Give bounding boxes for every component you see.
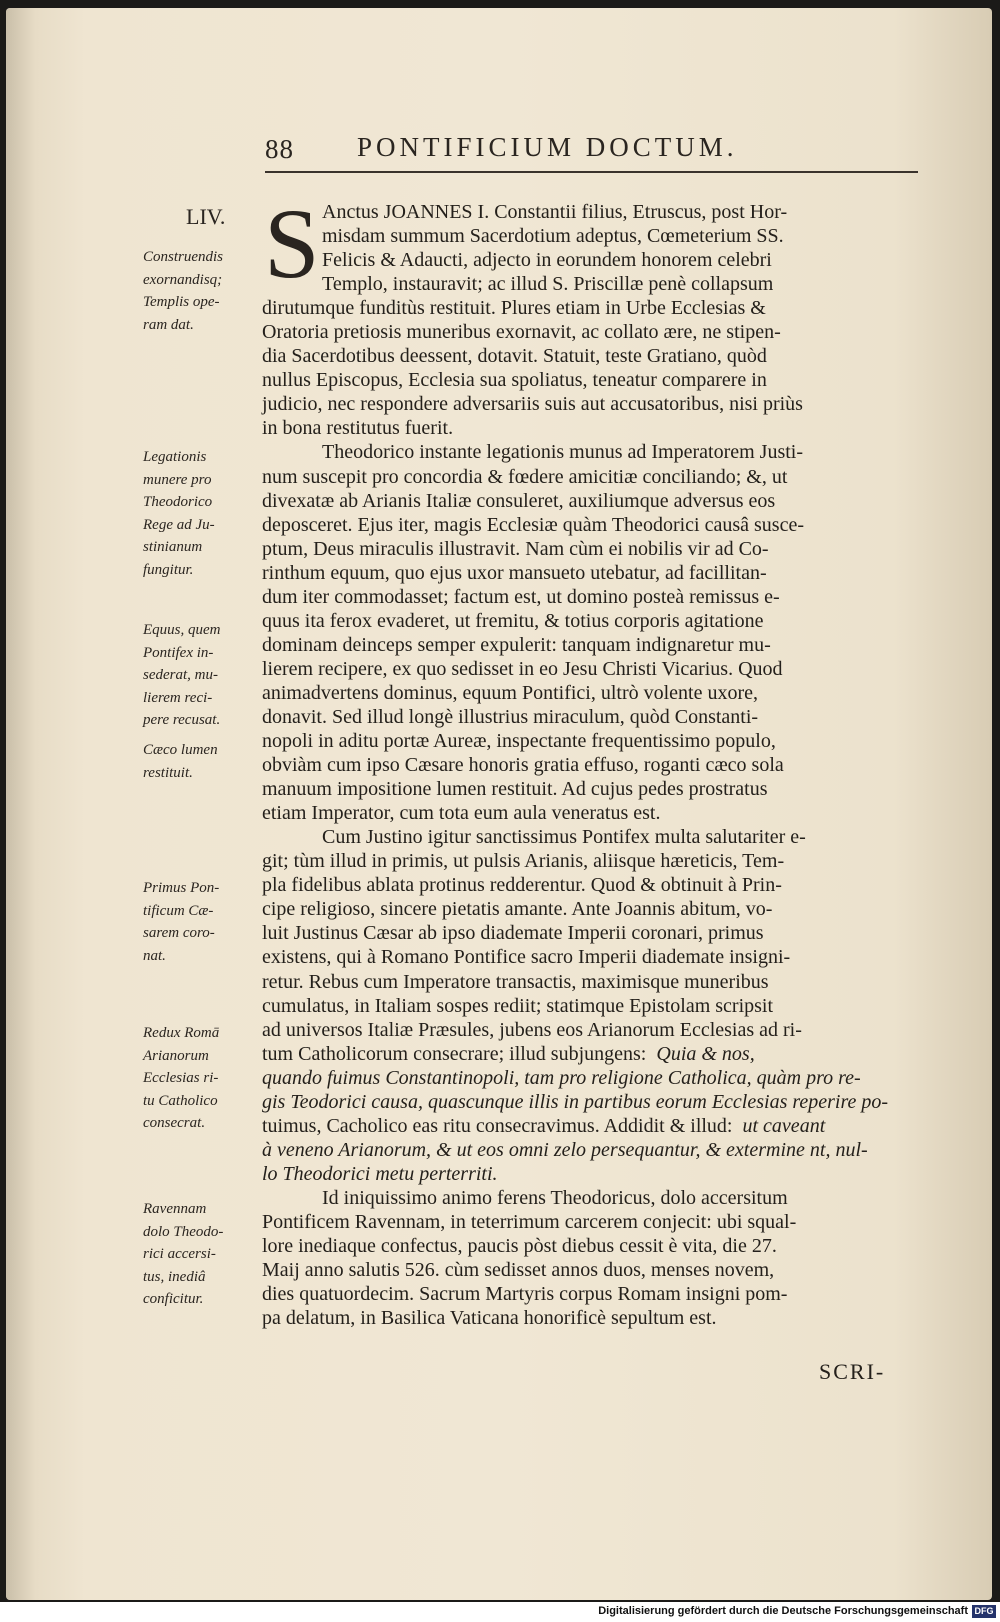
text-line-content: quando fuimus Constantinopoli, tam pro religione Catholica, quàm pro re- [262, 1066, 861, 1089]
margin-note-line: Rege ad Ju- [143, 516, 215, 533]
text-line-content: luit Justinus Cæsar ab ipso diademate Imperii coronari, primus [262, 922, 764, 945]
margin-note-line: sederat, mu- [143, 667, 218, 683]
text-line [262, 1066, 918, 1090]
margin-note-line: Arianorum [143, 1047, 209, 1064]
text-line [262, 224, 918, 248]
text-line-content: Templo, instauravit; ac illud S. Priscillæ penè collapsum [322, 273, 774, 296]
text-line-content: dirutumque funditùs restituit. Plures etiam in Urbe Ecclesias & [262, 297, 766, 320]
text-line [262, 1186, 918, 1210]
text-line-content: donavit. Sed illud longè illustrius miraculum, quòd Constanti- [262, 705, 759, 728]
text-line [262, 513, 918, 537]
margin-note-line: restituit. [143, 764, 193, 781]
text-line-content: Cum Justino igitur sanctissimus Pontifex multa salutariter e- [322, 826, 806, 849]
margin-note-line: nat. [143, 947, 166, 964]
text-line [262, 657, 918, 681]
margin-note [143, 246, 255, 336]
text-line [262, 440, 918, 464]
text-line-content: tuimus, Cacholico eas ritu consecravimus. Addidit & illud: [262, 1114, 733, 1137]
text-line-content: dies quatuordecim. Sacrum Martyris corpus Romam insigni pom- [262, 1283, 788, 1306]
margin-note-line: Legationis [143, 449, 207, 465]
text-line-content: existens, qui à Romano Pontifice sacro Imperii diademate insigni- [262, 946, 791, 969]
footer-credit: Digitalisierung gefördert durch die Deutsche Forschungsgemeinschaft [598, 1605, 968, 1617]
text-line-content: git; tùm illud in primis, ut pulsis Arianis, aliisque hæreticis, Tem- [262, 850, 785, 873]
text-line [262, 1258, 918, 1282]
margin-note-line: tu Catholico [143, 1092, 218, 1109]
text-line [262, 585, 918, 609]
text-line-content: Theodorico instante legationis munus ad Imperatorem Justi- [322, 441, 803, 464]
text-line-content: deposceret. Ejus iter, magis Ecclesiæ quàm Theodorici causâ susce- [262, 513, 804, 536]
margin-note-line: tus, inediâ [143, 1268, 206, 1285]
text-line-content: ptum, Deus miraculis illustravit. Nam cùm ei nobilis vir ad Co- [262, 537, 769, 560]
text-line-content: divexatæ ab Arianis Italiæ consuleret, auxiliumque adversus eos [262, 489, 776, 512]
text-line-content: pla fidelibus ablata protinus redderentur. Quod & obtinuit à Prin- [262, 874, 782, 897]
text-line-content: Pontificem Ravennam, in teterrimum carcerem conjecit: ubi squal- [262, 1210, 797, 1233]
text-line-content: rinthum equum, quo ejus uxor mansueto utebatur, ad facillitan- [262, 561, 767, 584]
text-line-content: pa delatum, in Basilica Vaticana honorificè sepultum est. [262, 1307, 717, 1330]
running-head: PONTIFICIUM DOCTUM. [357, 132, 738, 162]
text-line-content: etiam Imperator, cum tota eum aula veneratus est. [262, 802, 661, 825]
text-line-content: animadvertens dominus, equum Pontifici, ultrò volente uxore, [262, 681, 759, 704]
text-line-content: Felicis & Adaucti, adjecto in eorundem honorem celebri [322, 249, 772, 272]
text-line [262, 561, 918, 585]
drop-cap: S [264, 188, 320, 299]
text-line-content: nopoli in aditu portæ Aureæ, inspectante frequentissimo populo, [262, 730, 776, 753]
text-line [262, 609, 918, 633]
margin-note-line: sarem coro- [143, 925, 215, 941]
text-line-content: nullus Episcopus, Ecclesia sua spoliatus, teneatur comparere in [262, 369, 767, 392]
text-line [262, 1282, 918, 1306]
text-line-content: num suscepit pro concordia & fœdere amicitiæ conciliando; &, ut [262, 465, 788, 488]
text-line-content: Id iniquissimo animo ferens Theodoricus, dolo accersitum [322, 1186, 788, 1209]
margin-note-line: stinianum [143, 539, 203, 555]
text-line [262, 681, 918, 705]
text-line-content: gis Teodorici causa, quascunque illis in partibus eorum Ecclesias reperire po- [262, 1090, 889, 1113]
text-line-content: ad universos Italiæ Præsules, jubens eos Arianorum Ecclesias ad ri- [262, 1018, 802, 1041]
text-line [262, 801, 918, 825]
dfg-logo: DFG [972, 1605, 996, 1618]
margin-note-line: Redux Romā [143, 1025, 220, 1041]
text-line [262, 1234, 918, 1258]
text-line [262, 897, 918, 921]
text-line [262, 344, 918, 368]
text-line [262, 777, 918, 801]
text-line [262, 1138, 918, 1162]
margin-note [143, 1198, 255, 1311]
text-line [262, 392, 918, 416]
margin-note [143, 619, 255, 732]
text-line [262, 1018, 918, 1042]
margin-note-line: Equus, quem [143, 622, 221, 638]
text-line [262, 1306, 918, 1330]
text-line [262, 465, 918, 489]
page-header [265, 128, 918, 172]
text-line [262, 1162, 918, 1186]
text-line-content: quus ita ferox evaderet, ut fremitu, & totius corporis agitatione [262, 609, 764, 632]
margin-note-line: lierem reci- [143, 689, 213, 706]
margin-note [143, 877, 255, 967]
catchword: SCRI- [819, 1359, 886, 1384]
margin-note-line: Templis ope- [143, 294, 220, 310]
text-line [262, 537, 918, 561]
page-number: 88 [265, 134, 294, 164]
text-line [262, 1114, 918, 1138]
text-line-content: judicio, nec respondere adversariis suis aut accusatoribus, nisi priùs [262, 393, 803, 416]
margin-note [143, 1022, 255, 1135]
text-line [262, 1042, 918, 1066]
margin-note-line: Theodorico [143, 494, 213, 510]
text-line [262, 825, 918, 849]
margin-note-line: Cæco lumen [143, 742, 218, 758]
margin-note-line: munere pro [143, 471, 212, 488]
text-line [262, 489, 918, 513]
text-line [262, 200, 918, 224]
text-line-content: lo Theodorici metu perterriti. [262, 1162, 498, 1185]
margin-note-line: ram dat. [143, 316, 194, 333]
margin-note-line: Construendis [143, 249, 224, 265]
text-line [262, 849, 918, 873]
text-line-content: dominam deinceps semper expulerit: tanquam indignaretur mu- [262, 633, 771, 656]
section-number: LIV. [186, 204, 226, 229]
text-line-content: cipe religioso, sincere pietatis amante. Ante Joannis abitum, vo- [262, 898, 773, 921]
text-line-content: Maij anno salutis 526. cùm sedisset annos duos, menses novem, [262, 1259, 775, 1282]
body-text [262, 188, 918, 1330]
header-rule [265, 171, 918, 173]
text-line-content: manuum impositione lumen restituit. Ad cujus pedes prostratus [262, 778, 768, 801]
text-line [262, 945, 918, 969]
text-line [262, 970, 918, 994]
text-line [262, 994, 918, 1018]
text-line-content: tum Catholicorum consecrare; illud subjungens: [262, 1042, 647, 1065]
text-line-content: Oratoria pretiosis muneribus exornavit, ac collato ære, ne stipen- [262, 321, 781, 344]
text-line [262, 368, 918, 392]
margin-note [143, 446, 255, 581]
margin-note-line: consecrat. [143, 1115, 206, 1131]
margin-note-line: Pontifex in- [143, 644, 214, 661]
margin-note-line: exornandisq; [143, 271, 223, 288]
text-line-content: Anctus JOANNES I. Constantii filius, Etruscus, post Hor- [322, 201, 788, 223]
text-line [262, 729, 918, 753]
margin-note-line: tificum Cæ- [143, 902, 214, 919]
text-line [262, 296, 918, 320]
margin-note-line: fungitur. [143, 561, 194, 578]
text-line-content: obviàm cum ipso Cæsare honoris gratia effuso, roganti cæco sola [262, 754, 784, 777]
text-line-content: in bona restitutus fuerit. [262, 417, 454, 440]
text-line [262, 248, 918, 272]
margin-note-line: conficitur. [143, 1291, 204, 1307]
text-line [262, 272, 918, 296]
text-line [262, 1210, 918, 1234]
text-line [262, 873, 918, 897]
text-line-content: lierem recipere, ex quo sedisset in eo Jesu Christi Vicarius. Quod [262, 657, 783, 680]
digitization-footer [0, 1602, 1000, 1622]
italic-phrase: ut caveant [742, 1114, 826, 1137]
margin-note-line: Ecclesias ri- [143, 1070, 219, 1086]
text-line [262, 753, 918, 777]
italic-phrase: Quia & nos, [656, 1042, 755, 1065]
text-line [262, 705, 918, 729]
text-line-content: dum iter commodasset; factum est, ut domino posteà remissus e- [262, 585, 780, 608]
text-line [262, 416, 918, 440]
margin-note-line: Ravennam [143, 1201, 207, 1217]
text-line [262, 320, 918, 344]
margin-note-line: Primus Pon- [143, 880, 220, 896]
text-line [262, 1090, 918, 1114]
margin-note-line: rici accersi- [143, 1246, 216, 1262]
text-line-content: lore inediaque confectus, paucis pòst diebus cessit è vita, die 27. [262, 1235, 777, 1258]
text-line-content: dia Sacerdotibus deessent, dotavit. Statuit, teste Gratiano, quòd [262, 345, 767, 368]
text-line-content: à veneno Arianorum, & ut eos omni zelo persequantur, & extermine nt, nul- [262, 1138, 868, 1161]
text-line-content: misdam summum Sacerdotium adeptus, Cœmeterium SS. [322, 225, 784, 248]
text-line-content: retur. Rebus cum Imperatore transactis, maximisque muneribus [262, 970, 769, 993]
text-line-content: cumulatus, in Italiam sospes rediit; statimque Epistolam scripsit [262, 994, 774, 1017]
margin-note-line: dolo Theodo- [143, 1223, 224, 1240]
margin-note [143, 739, 255, 784]
margin-note-line: pere recusat. [143, 712, 221, 728]
text-line [262, 633, 918, 657]
text-line [262, 921, 918, 945]
